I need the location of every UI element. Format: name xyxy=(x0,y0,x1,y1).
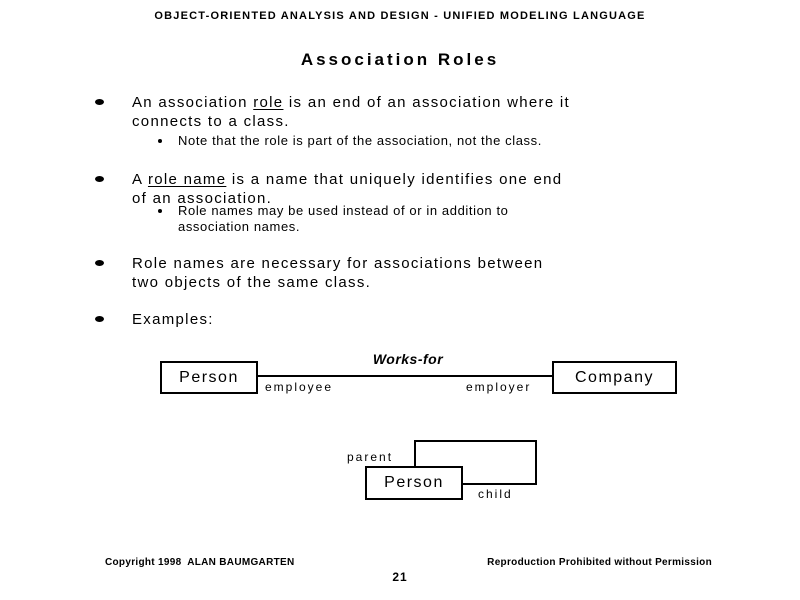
bullet-text: Examples: xyxy=(132,311,214,328)
sub-bullet-icon xyxy=(158,139,162,143)
page-number: 21 xyxy=(392,570,408,584)
bullet-item xyxy=(95,254,543,292)
sub-bullet-item xyxy=(158,133,542,149)
header-text: OBJECT-ORIENTED ANALYSIS AND DESIGN - UNIFIED MODELING LANGUAGE xyxy=(154,10,646,22)
parent-role-label: parent xyxy=(347,450,394,464)
sub-bullet-icon xyxy=(158,209,162,213)
person-class-box: Person xyxy=(160,361,258,394)
bullet-text: A role name is a name that uniquely identifies one end of an association. xyxy=(132,171,563,207)
bullet-item xyxy=(95,310,214,329)
bullet-icon xyxy=(95,99,104,105)
association-name-label: Works-for xyxy=(372,351,444,367)
bullet-icon xyxy=(95,176,104,182)
sub-bullet-text: Role names may be used instead of or in addition to association names. xyxy=(178,203,509,234)
bullet-text: An association role is an end of an association where it connects to a class. xyxy=(132,94,571,130)
employer-role-label: employer xyxy=(466,380,532,394)
rights-text: Reproduction Prohibited without Permission xyxy=(487,557,712,568)
page-title: Association Roles xyxy=(300,50,500,69)
bullet-text: Role names are necessary for associations between two objects of the same class. xyxy=(132,255,544,291)
company-class-box: Company xyxy=(552,361,677,394)
bullet-icon xyxy=(95,260,104,266)
bullet-item xyxy=(95,93,570,131)
sub-bullet-item xyxy=(158,203,509,235)
child-role-label: child xyxy=(478,487,513,501)
copyright-text: Copyright 1998 ALAN BAUMGARTEN xyxy=(105,557,295,568)
sub-bullet-text: Note that the role is part of the association, not the class. xyxy=(178,133,542,148)
person-class-box: Person xyxy=(365,466,463,500)
employee-role-label: employee xyxy=(265,380,334,394)
bullet-icon xyxy=(95,316,104,322)
association-line xyxy=(258,375,552,377)
